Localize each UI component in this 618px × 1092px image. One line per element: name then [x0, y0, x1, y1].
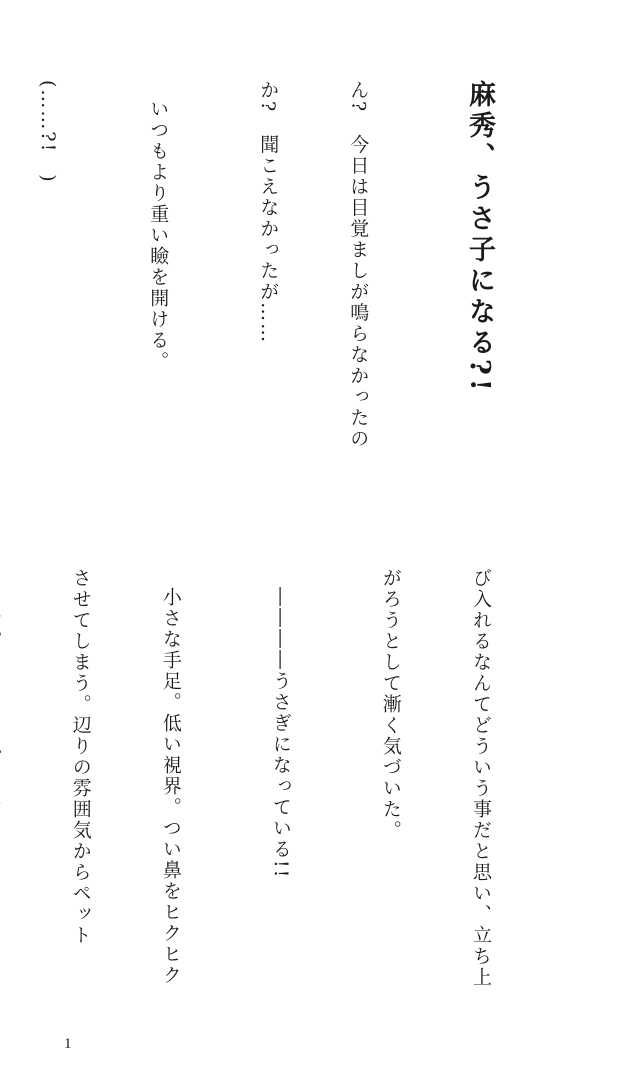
text-line: いつもより重い瞼を開ける。 [147, 99, 170, 372]
lower-text-block [0, 568, 556, 998]
text-line: か? 聞こえなかったが…… [257, 80, 280, 345]
text-line: (……?! ) [37, 80, 60, 184]
upper-text-block [0, 80, 560, 520]
text-line: させてしまう。辺りの雰囲気からペット [69, 568, 92, 946]
text-line: 小さな手足。低い視界。つい鼻をヒクヒク [159, 587, 182, 986]
text-line: ――――うさぎになっている!! [269, 587, 292, 880]
chapter-title: 麻秀、うさ子になる?! [463, 80, 495, 395]
page-number: 1 [64, 1036, 72, 1052]
text-line: がろうとして漸く気づいた。 [379, 568, 402, 841]
text-line: ん? 今日は目覚ましが鳴らなかったの [347, 80, 370, 450]
text-line [0, 568, 6, 998]
text-line: び入れるなんてどういう事だと思い、立ち上 [469, 568, 492, 988]
